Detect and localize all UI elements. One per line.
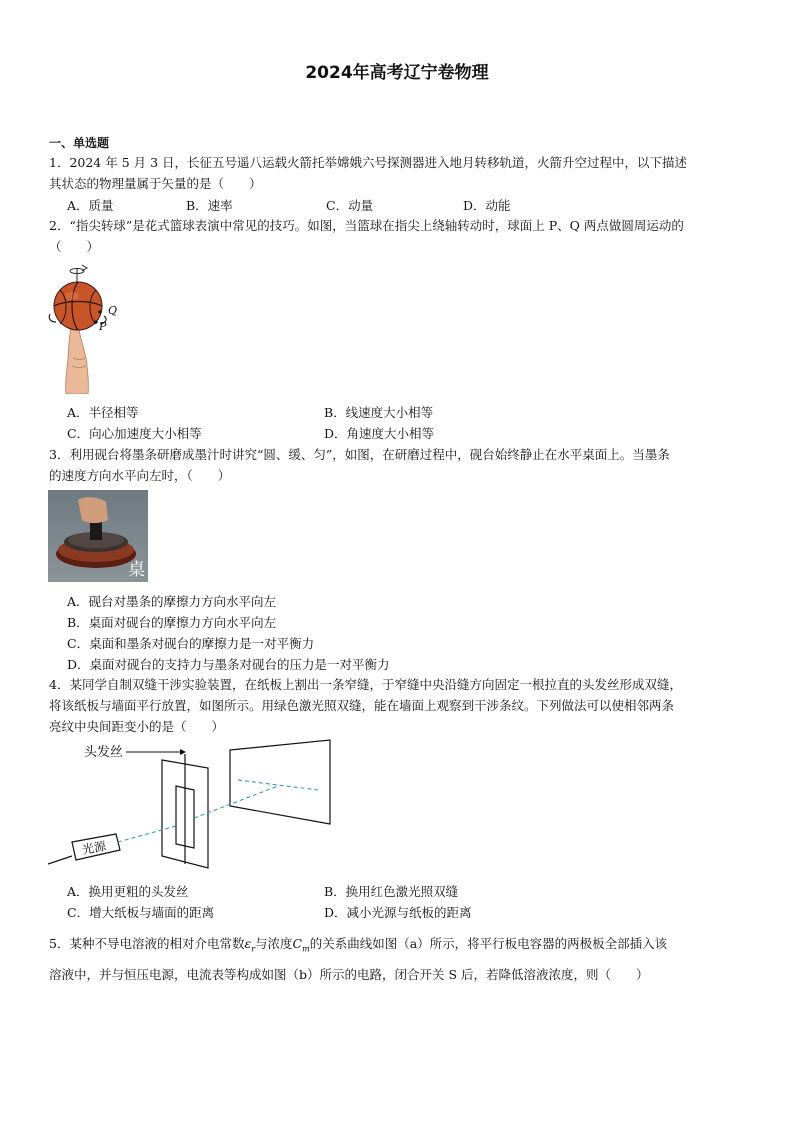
concentration-symbol (292, 936, 310, 954)
q4-option-d: D．减小光源与纸板的距离 (324, 905, 472, 920)
q4-stem-line2: 将该纸板与墙面平行放置，如图所示。用绿色激光照双缝，能在墙面上观察到干涉条纹。下列做法可以使相邻两条 (49, 698, 675, 713)
q2-option-b: B．线速度大小相等 (324, 405, 434, 420)
point-q-label: Q (108, 304, 118, 317)
hair-label: 头发丝 (84, 745, 124, 760)
q1-option-a: A．质量 (67, 198, 114, 213)
c-subscript: m (302, 944, 310, 954)
q3-option-c: C．桌面和墨条对砚台的摩擦力是一对平衡力 (67, 636, 315, 651)
q4-option-b: B．换用红色激光照双缝 (324, 884, 459, 899)
double-slit-apparatus-figure (48, 738, 338, 873)
q5-stem-line2: 溶液中，并与恒压电源，电流表等构成如图（b）所示的电路，闭合开关 S 后，若降低溶液浓度，则（ ） (49, 967, 649, 982)
q4-stem-line3: 亮纹中央间距变小的是（ ） (49, 719, 225, 734)
q2-stem-line2: （ ） (49, 239, 100, 254)
basketball-on-finger-illustration (44, 262, 124, 394)
q2-option-d: D．角速度大小相等 (324, 426, 435, 441)
q3-stem-line1: 3．利用砚台将墨条研磨成墨汁时讲究“圆、缓、匀”，如图，在研磨过程中，砚台始终静止在水平桌面上。当墨条 (49, 447, 670, 462)
q3-option-a: A．砚台对墨条的摩擦力方向水平向左 (67, 594, 277, 609)
q5-text-a: 5．某种不导电溶液的相对介电常数 (49, 936, 245, 951)
q1-option-b: B．速率 (186, 198, 233, 213)
q2-option-c: C．向心加速度大小相等 (67, 426, 202, 441)
q5-text-c: 的关系曲线如图（a）所示，将平行板电容器的两极板全部插入该 (309, 936, 668, 951)
epsilon-symbol (244, 936, 256, 954)
spinning-basketball-figure (44, 262, 124, 394)
q2-stem-line1: 2．“指尖转球”是花式篮球表演中常见的技巧。如图，当篮球在指尖上绕轴转动时，球面上 P、Q 两点做圆周运动的 (49, 218, 684, 233)
q4-option-c: C．增大纸板与墙面的距离 (67, 905, 215, 920)
point-p-label: P (99, 320, 107, 333)
epsilon-char: ε (244, 936, 252, 951)
section-heading: 一、单选题 (49, 136, 110, 150)
q3-option-b: B．桌面对砚台的摩擦力方向水平向左 (67, 615, 277, 630)
desk-label: 桌 (128, 560, 145, 580)
page-title: 2024年高考辽宁卷物理 (305, 63, 489, 83)
q2-option-a: A．半径相等 (67, 405, 139, 420)
q1-stem-line1: 1．2024 年 5 月 3 日，长征五号遥八运载火箭托举嫦娥六号探测器进入地月转移轨道，火箭升空过程中，以下描述 (49, 155, 688, 170)
c-char: C (292, 936, 303, 951)
inkstone-photo (48, 490, 148, 582)
q1-stem-line2: 其状态的物理量属于矢量的是（ ） (49, 176, 262, 191)
q5-text-b: 与浓度 (255, 936, 293, 951)
epsilon-subscript: r (251, 944, 256, 954)
light-source-label: 光源 (81, 839, 108, 857)
q3-stem-line2: 的速度方向水平向左时，（ ） (49, 468, 231, 483)
q1-option-d: D．动能 (463, 198, 511, 213)
q4-option-a: A．换用更粗的头发丝 (67, 884, 189, 899)
q5-stem-line1 (49, 933, 667, 960)
q4-stem-line1: 4．某同学自制双缝干涉实验装置，在纸板上割出一条窄缝，于窄缝中央沿缝方向固定一根拉直的头发丝形成双缝， (49, 677, 682, 692)
q1-option-c: C．动量 (326, 198, 374, 213)
q3-option-d: D．桌面对砚台的支持力与墨条对砚台的压力是一对平衡力 (67, 657, 390, 672)
